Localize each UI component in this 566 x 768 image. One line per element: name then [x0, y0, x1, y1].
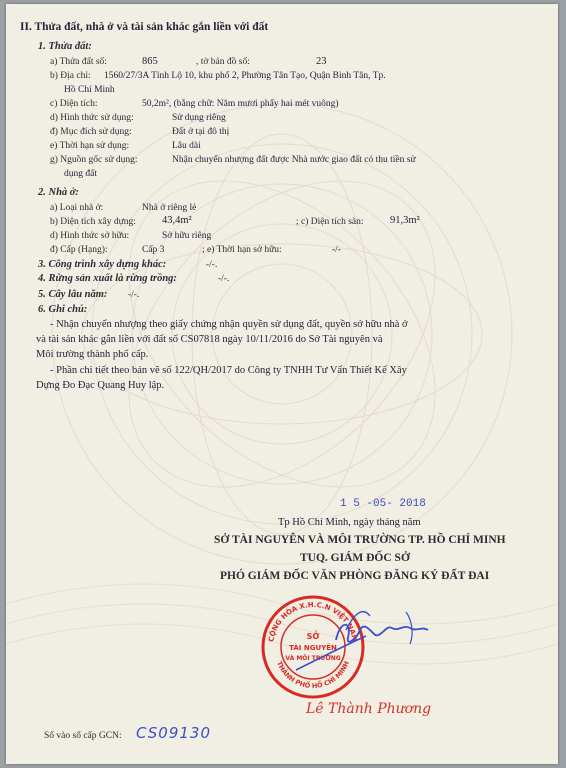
notes-heading: 6. Ghi chú: [38, 304, 88, 315]
perennial-trees-label: 5. Cây lâu năm: [38, 289, 108, 300]
grade-label: đ) Cấp (Hạng): [50, 245, 108, 255]
building-area-label: b) Diện tích xây dựng: [50, 217, 136, 227]
land-parcel-number-label: a) Thửa đất số: [50, 57, 107, 67]
use-form-label: d) Hình thức sử dụng: [50, 113, 134, 123]
address-value-line1: 1560/27/3A Tỉnh Lộ 10, khu phố 2, Phường Tân Tạo, Quận Bình Tân, Tp. [104, 71, 386, 81]
note-line-3: Môi trường thành phố cấp. [36, 349, 149, 360]
seal-center-line1: SỞ [306, 632, 320, 641]
land-heading: 1. Thửa đất: [38, 41, 92, 52]
ownership-form-value: Sở hữu riêng [162, 231, 212, 241]
area-value: 50,2m², (bằng chữ: Năm mươi phẩy hai mét vuông) [142, 99, 339, 109]
note-line-4: - Phần chi tiết theo bản vẽ số 122/QH/2017 do Công ty TNHH Tư Vấn Thiết Kế Xây [50, 365, 407, 376]
ownership-form-label: d) Hình thức sở hữu: [50, 231, 130, 241]
tuq-line: TUQ. GIÁM ĐỐC SỞ [300, 552, 410, 564]
house-type-label: a) Loại nhà ở: [50, 203, 104, 213]
floor-area-label: ; c) Diện tích sàn: [296, 217, 364, 227]
use-purpose-label: đ) Mục đích sử dụng: [50, 127, 132, 137]
registry-number-value: CS09130 [136, 724, 211, 742]
place-date-line: Tp Hồ Chí Minh, ngày tháng năm [278, 517, 421, 528]
seal-center-line2: TÀI NGUYÊN [289, 644, 337, 652]
house-heading: 2. Nhà ở: [38, 187, 79, 198]
section-title: II. Thửa đất, nhà ở và tài sản khác gắn liền với đất [20, 21, 269, 33]
other-construction-value: -/-. [206, 260, 218, 270]
use-term-label: e) Thời hạn sử dụng: [50, 141, 130, 151]
planted-forest-label: 4. Rừng sản xuất là rừng trồng: [38, 273, 177, 284]
note-line-1: - Nhận chuyển nhượng theo giấy chứng nhận quyền sử dụng đất, quyền sở hữu nhà ở [50, 319, 408, 330]
use-purpose-value: Đất ở tại đô thị [172, 127, 230, 137]
signer-office: PHÓ GIÁM ĐỐC VĂN PHÒNG ĐĂNG KÝ ĐẤT ĐAI [220, 570, 490, 582]
building-area-value: 43,4m² [162, 215, 192, 226]
seal-ring-bottom-text: THÀNH PHỐ HỒ CHÍ MINH [275, 660, 351, 691]
perennial-trees-value: -/-. [128, 290, 140, 300]
ownership-term-label: ; e) Thời hạn sở hữu: [202, 245, 282, 255]
issue-date-stamp: 1 5 -05- 2018 [340, 498, 426, 510]
use-origin-label: g) Nguồn gốc sử dụng: [50, 155, 138, 165]
map-sheet-value: 23 [316, 56, 327, 67]
handwritten-signature [286, 600, 446, 680]
use-origin-value-line2: dụng đất [64, 169, 97, 179]
use-origin-value-line1: Nhận chuyển nhượng đất được Nhà nước giao đất có thu tiền sử [172, 155, 416, 165]
other-construction-label: 3. Công trình xây dựng khác: [38, 259, 167, 270]
certificate-page [6, 4, 558, 764]
land-parcel-number-value: 865 [142, 56, 158, 67]
ownership-term-value: -/- [332, 245, 341, 255]
floor-area-value: 91,3m² [390, 215, 420, 226]
house-type-value: Nhà ở riêng lẻ [142, 203, 197, 213]
map-sheet-label: , tờ bản đồ số: [196, 57, 250, 67]
grade-value: Cấp 3 [142, 245, 165, 255]
issuing-agency: SỞ TÀI NGUYÊN VÀ MÔI TRƯỜNG TP. HỒ CHÍ MINH [214, 534, 506, 546]
note-line-2: và tài sản khác gắn liền với đất số CS07818 ngày 10/11/2016 do Sở Tài nguyên và [36, 334, 383, 345]
seal-center-line3: VÀ MÔI TRƯỜNG [285, 655, 341, 662]
area-label: c) Diện tích: [50, 99, 98, 109]
use-form-value: Sử dụng riêng [172, 113, 226, 123]
signer-name: Lê Thành Phương [306, 701, 432, 717]
seal-ring-top-text: CỘNG HÒA X.H.C.N VIỆT NAM [267, 600, 359, 643]
note-line-5: Dựng Đo Đạc Quang Huy lập. [36, 380, 165, 391]
registry-number-label: Số vào sổ cấp GCN: [44, 731, 122, 741]
address-value-line2: Hồ Chí Minh [64, 85, 115, 95]
use-term-value: Lâu dài [172, 141, 201, 151]
address-label: b) Địa chỉ: [50, 71, 91, 81]
planted-forest-value: -/-. [218, 274, 230, 284]
